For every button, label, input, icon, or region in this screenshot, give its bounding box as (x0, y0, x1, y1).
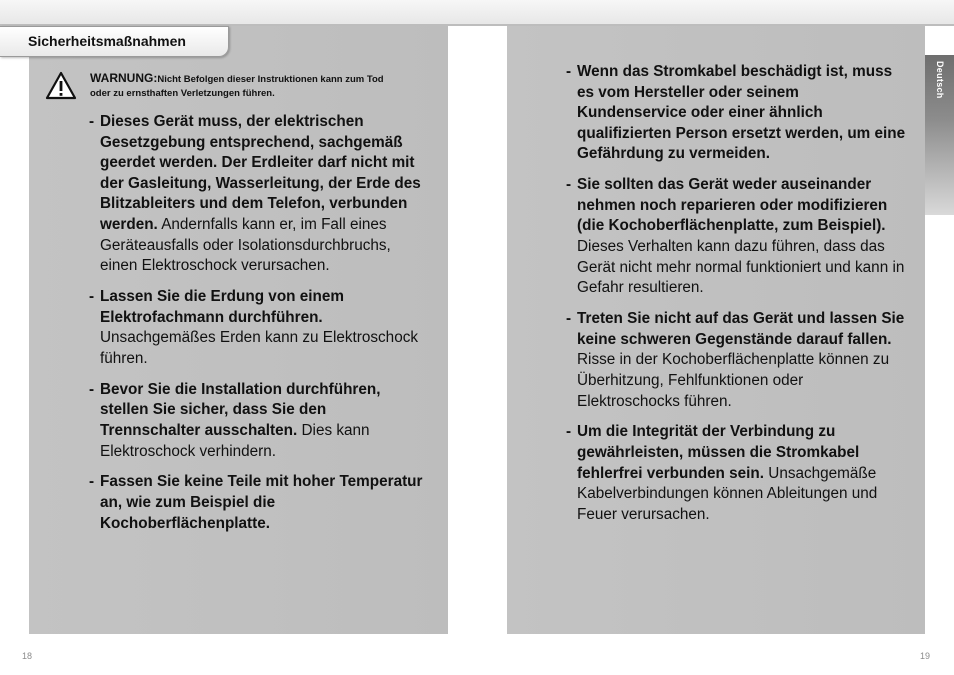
warning-note (90, 71, 400, 101)
warning-text: Nicht Befolgen dieser Instruktionen kann zum Tod oder zu ernsthaften Verletzungen führen. (90, 74, 384, 99)
section-title: Sicherheitsmaßnahmen (28, 33, 186, 49)
list-item: - Dieses Gerät muss, der elektrischen Gesetzgebung entsprechend, sachgemäß geerdet werden. Der Erdleiter darf nicht mit der Gasleitung, Wasserleitung, der Erde des Blitzableiters und dem Telefon, verbunden werden. Andernfalls kann er, im Fall eines Geräteausfalls oder Isolationsdurchbruchs, einen Elektroschock verursachen. (89, 113, 421, 275)
list-item: - Um die Integrität der Verbindung zu gewährleisten, müssen die Stromkabel fehlerfrei verbunden sein. Unsachgemäße Kabelverbindungen können Ableitungen und Feuer verursachen. (566, 423, 878, 523)
list-item: - Sie sollten das Gerät weder auseinander nehmen noch reparieren oder modifizieren (die Kochoberflächenplatte, zum Beispiel). Dieses Verhalten kann dazu führen, dass das Gerät nicht mehr normal funktioniert und kann in Gefahr resultieren. (566, 176, 905, 297)
list-item: - Bevor Sie die Installation durchführen, stellen Sie sicher, dass Sie den Trennschalter ausschalten. Dies kann Elektroschock verhindern. (89, 380, 381, 460)
top-strip (0, 0, 954, 26)
list-item: - Lassen Sie die Erdung von einem Elektrofachmann durchführen. Unsachgemäßes Erden kann zu Elektroschock führen. (89, 288, 418, 367)
right-column (566, 62, 908, 536)
list-item: - Treten Sie nicht auf das Gerät und lassen Sie keine schweren Gegenstände darauf fallen. Risse in der Kochoberflächenplatte können zu Überhitzung, Fehlfunktionen oder Elektroschocks führen. (566, 310, 905, 410)
list-item: - Wenn das Stromkabel beschädigt ist, muss es vom Hersteller oder seinem Kundenservice oder einer ähnlich qualifizierten Person ersetzt werden, um eine Gefährdung zu vermeiden. (566, 63, 906, 163)
page-number-left: 18 (22, 651, 33, 661)
language-label: Deutsch (935, 61, 945, 99)
warning-title: WARNUNG: (90, 71, 158, 85)
left-column (89, 112, 424, 544)
page-number-right: 19 (920, 651, 931, 661)
warning-triangle-icon (45, 71, 77, 101)
section-tab (0, 26, 229, 57)
list-item: - Fassen Sie keine Teile mit hoher Temperatur an, wie zum Beispiel die Kochoberflächenplatte. (89, 473, 423, 532)
language-tab (925, 55, 954, 215)
